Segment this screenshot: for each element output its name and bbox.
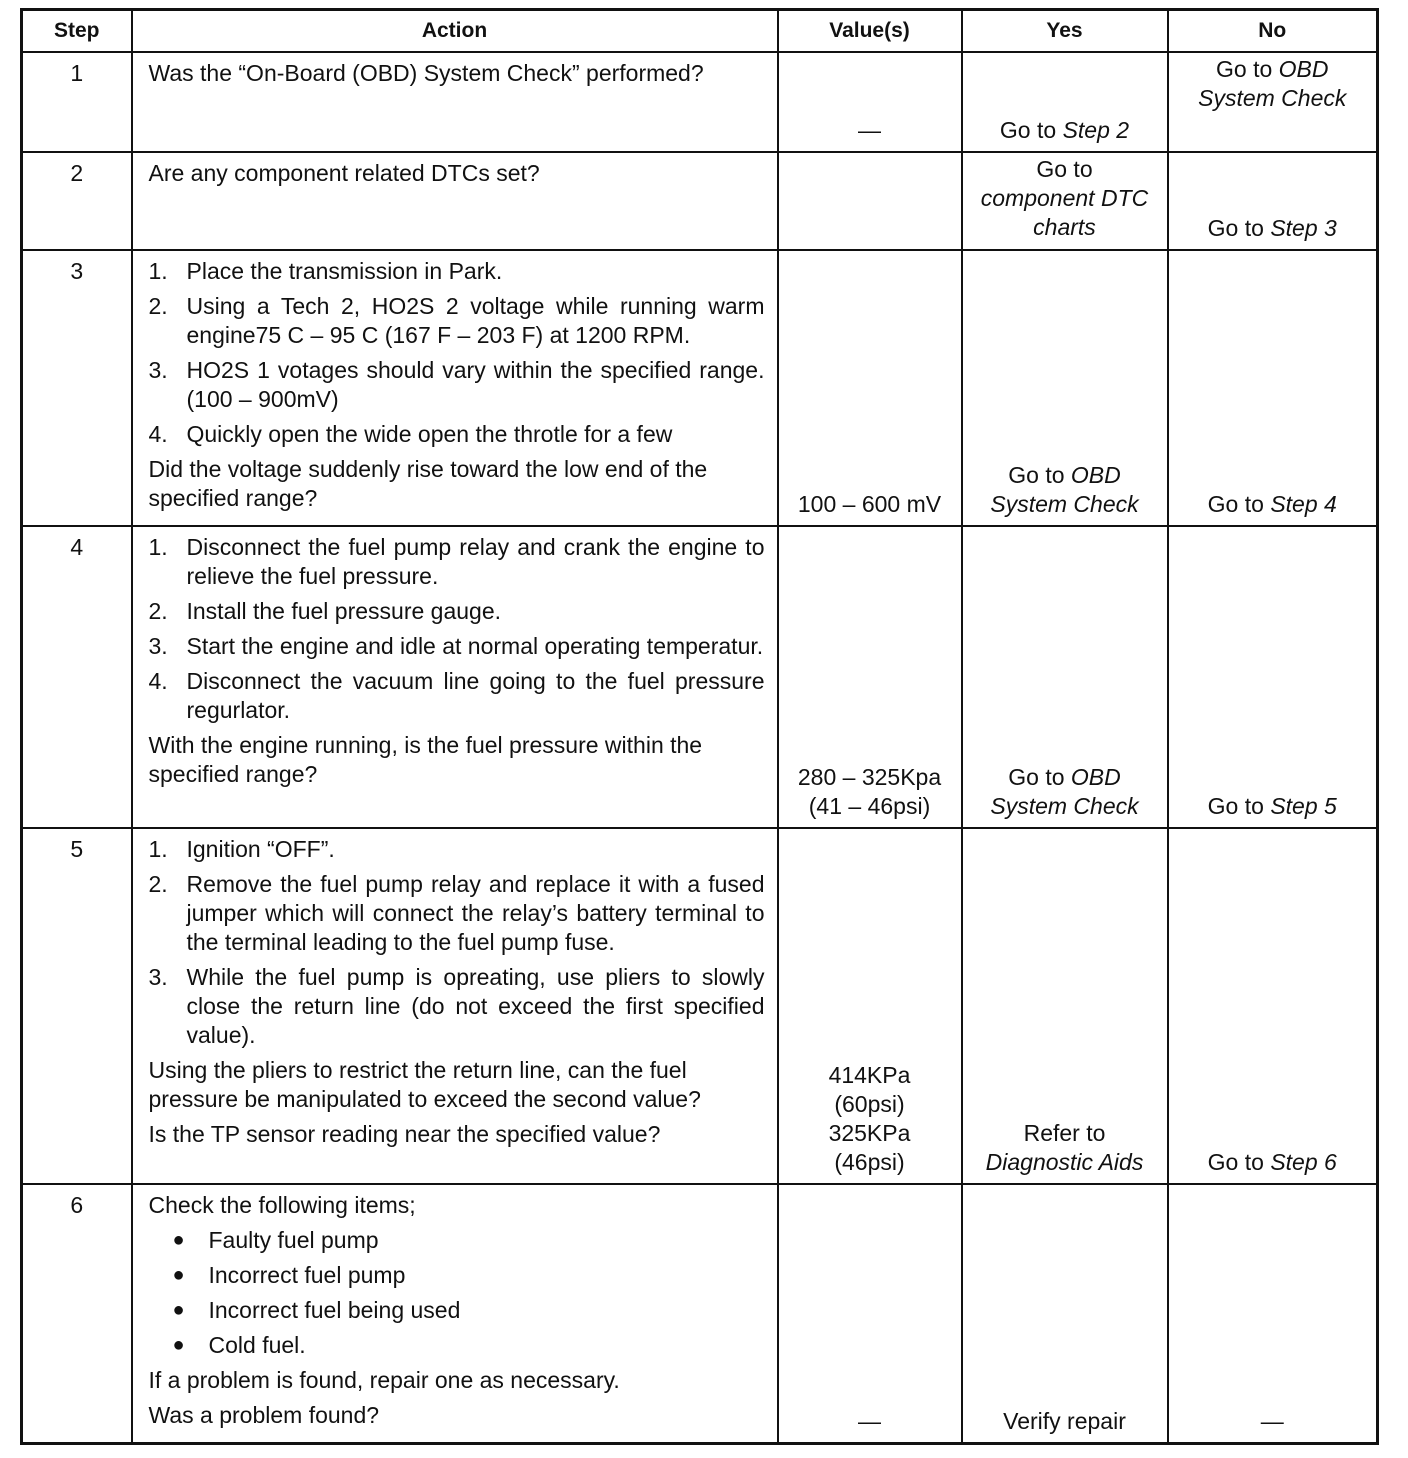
step-number: 1: [22, 52, 132, 152]
step-number: 6: [22, 1184, 132, 1444]
bullet-item: ● Faulty fuel pump: [149, 1226, 765, 1255]
action-question: Was a problem found?: [148, 1402, 380, 1428]
table-row: [22, 52, 1378, 152]
no-cell: [1168, 52, 1378, 152]
bullet-item: ● Incorrect fuel pump: [149, 1261, 765, 1290]
no-link: Step 3: [1270, 215, 1337, 241]
bullet-item: ● Incorrect fuel being used: [149, 1296, 765, 1325]
action-question: With the engine running, is the fuel pressure within the specified range?: [148, 732, 703, 787]
value-line: 325KPa: [828, 1120, 911, 1146]
list-item: 3. Start the engine and idle at normal operating temperatur.: [148, 633, 764, 659]
action-intro: Check the following items;: [148, 1192, 416, 1218]
yes-cell: [962, 250, 1168, 526]
step-number: 3: [22, 250, 132, 526]
bullet-icon: ●: [172, 1229, 185, 1251]
table-row: [22, 828, 1378, 1184]
list-item: 1. Ignition “OFF”.: [148, 836, 335, 862]
yes-cell: Verify repair: [962, 1184, 1168, 1444]
header-no: No: [1168, 10, 1378, 53]
header-step: Step: [22, 10, 132, 53]
action-question: Did the voltage suddenly rise toward the low end of the specified range?: [148, 456, 708, 511]
table-row: [22, 250, 1378, 526]
yes-prefix: Go to OBD System Check: [990, 462, 1139, 517]
action-note: If a problem is found, repair one as necessary.: [148, 1367, 620, 1393]
list-item: 4. Disconnect the vacuum line going to the fuel pressure regurlator.: [148, 668, 765, 723]
step-number: 4: [22, 526, 132, 828]
list-item: 2. Install the fuel pressure gauge.: [148, 598, 502, 624]
header-values: Value(s): [778, 10, 962, 53]
yes-prefix: Go to: [1036, 156, 1093, 182]
list-item: 3. While the fuel pump is opreating, use pliers to slowly close the return line (do not exceed the first specified value).: [148, 964, 765, 1048]
table-row: [22, 526, 1378, 828]
value-line: (46psi): [834, 1149, 905, 1175]
value-cell: [778, 828, 962, 1184]
value-line: 280 – 325Kpa: [797, 764, 942, 790]
list-item: 1. Place the transmission in Park.: [148, 258, 503, 284]
value-cell: [778, 152, 962, 250]
action-question: Is the TP sensor reading near the specified value?: [148, 1121, 661, 1147]
header-action: Action: [132, 10, 778, 53]
action-cell: [132, 250, 778, 526]
value-line: (41 – 46psi): [808, 793, 931, 819]
header-yes: Yes: [962, 10, 1168, 53]
no-prefix: Go to: [1207, 1149, 1271, 1175]
yes-cell: [962, 526, 1168, 828]
list-item: 2. Remove the fuel pump relay and replace it with a fused jumper which will connect the relay’s battery terminal to the terminal leading to the fuel pump fuse.: [148, 871, 765, 955]
no-cell: —: [1168, 1184, 1378, 1444]
no-prefix: Go to: [1216, 56, 1279, 82]
list-item: 1. Disconnect the fuel pump relay and crank the engine to relieve the fuel pressure.: [148, 534, 765, 589]
value-cell: 100 – 600 mV: [778, 250, 962, 526]
value-cell: [778, 526, 962, 828]
yes-cell: [962, 152, 1168, 250]
action-cell: [132, 526, 778, 828]
no-prefix: Go to: [1207, 491, 1271, 517]
no-link: Step 5: [1270, 793, 1337, 819]
no-link: Step 6: [1270, 1149, 1337, 1175]
yes-link: OBD System Check: [990, 764, 1139, 819]
bullet-item: ● Cold fuel.: [149, 1331, 765, 1360]
no-prefix: Go to: [1207, 215, 1271, 241]
yes-link: Diagnostic Aids: [985, 1149, 1144, 1175]
yes-prefix: Go to: [999, 117, 1063, 143]
table-row: [22, 1184, 1378, 1444]
action-question: Using the pliers to restrict the return line, can the fuel pressure be manipulated to exceed the second value?: [148, 1057, 701, 1112]
action-cell: [132, 828, 778, 1184]
value-cell: —: [778, 1184, 962, 1444]
yes-link: Step 2: [1062, 117, 1130, 143]
value-line: (60psi): [834, 1091, 905, 1117]
yes-cell: [962, 52, 1168, 152]
bullet-icon: ●: [172, 1299, 185, 1321]
bullet-icon: ●: [172, 1334, 185, 1356]
list-item: 4. Quickly open the wide open the throtle for a few: [148, 421, 673, 447]
yes-cell: [962, 828, 1168, 1184]
no-prefix: Go to: [1207, 793, 1271, 819]
no-cell: [1168, 152, 1378, 250]
header-row: [22, 10, 1378, 53]
no-cell: [1168, 526, 1378, 828]
yes-prefix: Refer to: [1023, 1120, 1106, 1146]
action-cell: [132, 52, 778, 152]
action-question: Are any component related DTCs set?: [148, 160, 540, 186]
table-row: [22, 152, 1378, 250]
bullet-icon: ●: [172, 1264, 185, 1286]
diagnostic-table: [20, 8, 1379, 1445]
no-cell: [1168, 250, 1378, 526]
list-item: 2. Using a Tech 2, HO2S 2 voltage while running warm engine75 C – 95 C (167 F – 203 F) at 1200 RPM.: [148, 293, 765, 348]
action-cell: [132, 1184, 778, 1444]
step-number: 2: [22, 152, 132, 250]
no-link: OBD System Check: [1198, 56, 1347, 111]
action-question: Was the “On-Board (OBD) System Check” performed?: [148, 60, 704, 86]
value-cell: —: [778, 52, 962, 152]
yes-link: component DTC charts: [980, 185, 1149, 240]
yes-prefix: Go to: [1008, 764, 1071, 790]
action-cell: [132, 152, 778, 250]
step-number: 5: [22, 828, 132, 1184]
yes-link: OBD System Check: [990, 462, 1139, 517]
no-link: Step 4: [1270, 491, 1337, 517]
list-item: 3. HO2S 1 votages should vary within the specified range. (100 – 900mV): [148, 357, 765, 412]
no-cell: [1168, 828, 1378, 1184]
value-line: 414KPa: [828, 1062, 911, 1088]
